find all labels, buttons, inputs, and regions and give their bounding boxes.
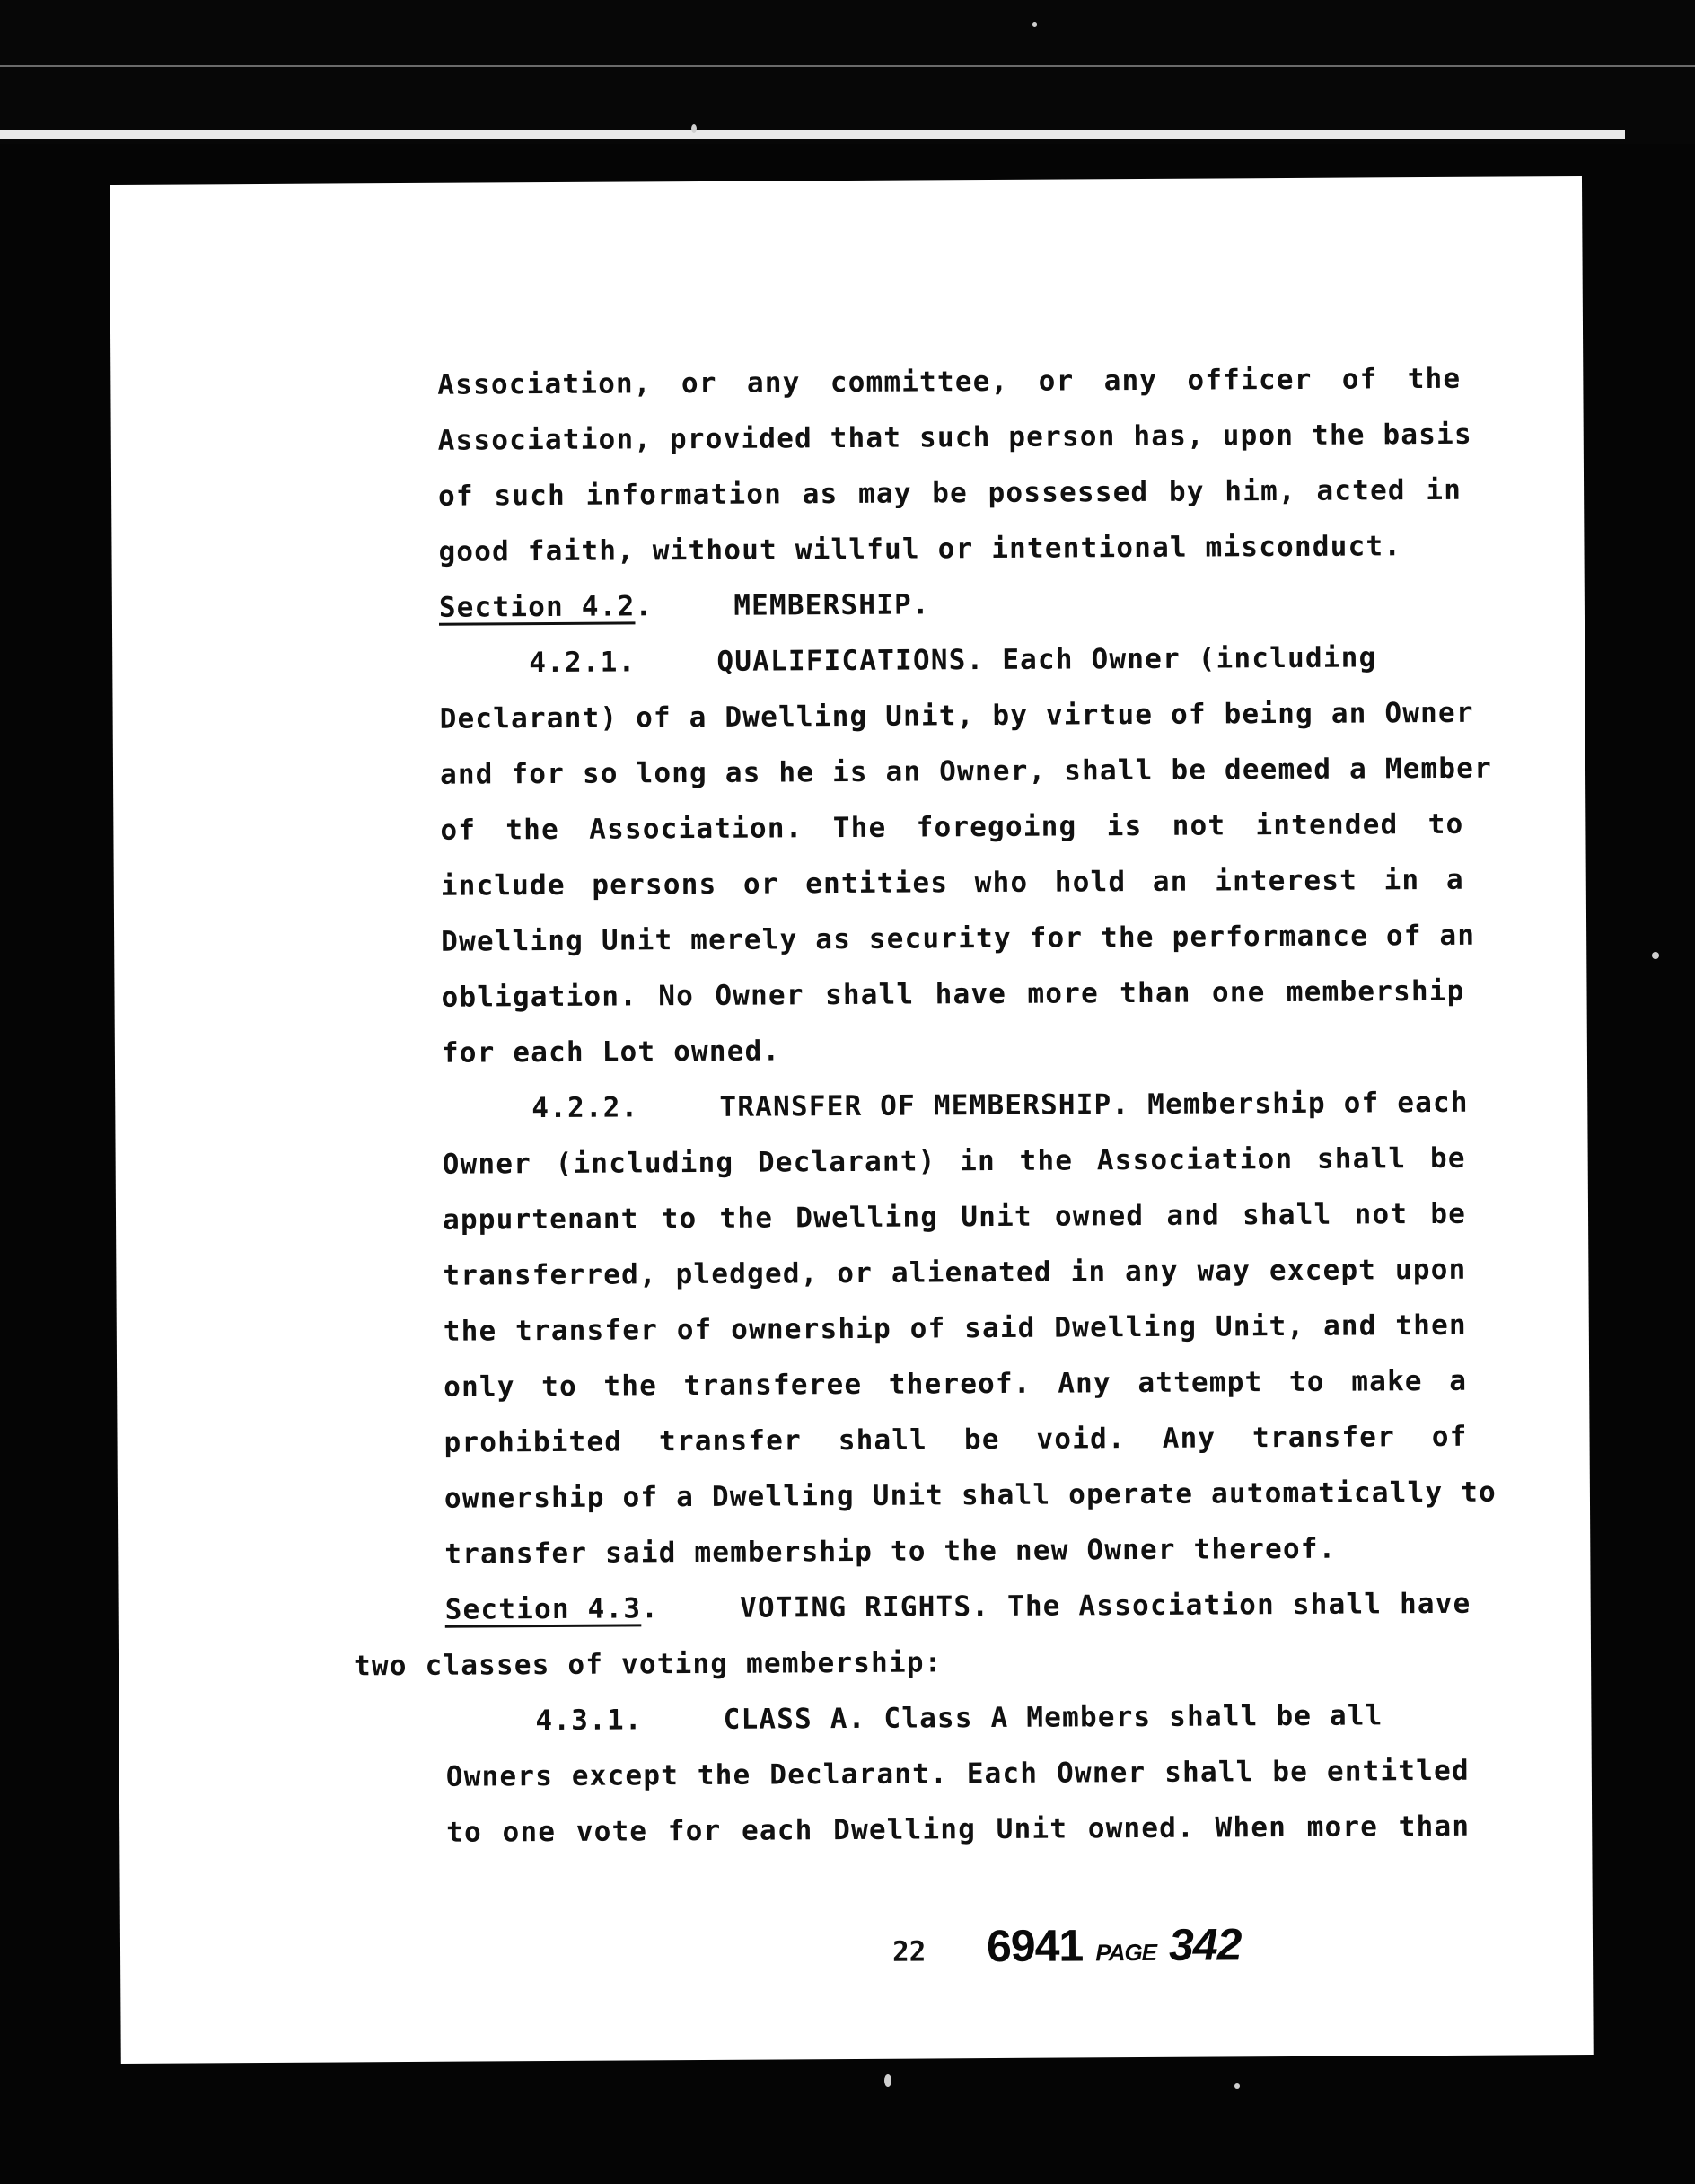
scan-top-border	[0, 0, 1695, 144]
scan-artifact-line	[0, 130, 1625, 139]
text-line: the transfer of ownership of said Dwelling Unit, and then	[443, 1308, 1467, 1348]
subsection-number: 4.2.2.	[531, 1091, 639, 1125]
text-line: to one vote for each Dwelling Unit owned. When more than	[446, 1810, 1471, 1849]
body-text	[110, 176, 1594, 2064]
section-text: VOTING RIGHTS. The Association shall have	[739, 1587, 1471, 1625]
scan-speck	[1032, 22, 1037, 27]
scan-speck	[1234, 2083, 1240, 2089]
document-page	[110, 176, 1594, 2064]
stamp-page-number: 342	[1168, 1919, 1242, 1970]
text-line: only to the transferee thereof. Any attempt to make a	[444, 1364, 1468, 1404]
scan-speck	[884, 2074, 891, 2087]
text-line: transfer said membership to the new Owner thereof.	[444, 1532, 1337, 1571]
text-line: prohibited transfer shall be void. Any transfer of	[444, 1420, 1468, 1459]
subsection-number: 4.3.1.	[535, 1704, 643, 1738]
text-line: obligation. No Owner shall have more than one membership	[441, 974, 1465, 1014]
subsection-number: 4.2.1.	[529, 646, 637, 680]
text-line: for each Lot owned.	[441, 1035, 781, 1070]
text-line: of the Association. The foregoing is not intended to	[440, 807, 1464, 847]
text-line: Association, provided that such person has, upon the basis	[437, 418, 1472, 457]
scan-speck	[691, 124, 697, 133]
subsection-text: CLASS A. Class A Members shall be all	[723, 1699, 1383, 1736]
text-line: of such information as may be possessed by him, acted in	[438, 473, 1462, 513]
page-label: PAGE	[1095, 1938, 1157, 1967]
text-line: good faith, without willful or intentional misconduct.	[438, 530, 1402, 568]
text-line: include persons or entities who hold an interest in a	[440, 863, 1464, 903]
subsection-heading-4-2-1	[439, 630, 1462, 691]
text-line: appurtenant to the Dwelling Unit owned and shall not be	[442, 1197, 1467, 1237]
page-number: 22	[891, 1935, 927, 1968]
scan-artifact-line	[0, 65, 1695, 67]
section-heading-4-3: Section 4.3. VOTING RIGHTS. The Association shall have	[444, 1587, 1471, 1626]
section-title: MEMBERSHIP.	[733, 588, 930, 622]
subsection-text: QUALIFICATIONS. Each Owner (including	[716, 641, 1377, 678]
text-line: and for so long as he is an Owner, shall be deemed a Member	[439, 752, 1493, 791]
section-label: Section 4.2	[438, 590, 636, 624]
text-line: Dwelling Unit merely as security for the performance of an	[441, 919, 1476, 958]
text-line: Owner (including Declarant) in the Association shall be	[442, 1141, 1466, 1181]
book-page-stamp	[987, 1918, 1242, 1972]
text-line: two classes of voting membership:	[353, 1646, 943, 1683]
text-line: ownership of a Dwelling Unit shall operate automatically to	[444, 1475, 1497, 1515]
subsection-heading-4-2-2	[442, 1076, 1469, 1136]
text-line: Owners except the Declarant. Each Owner shall be entitled	[445, 1754, 1470, 1793]
text-line: transferred, pledged, or alienated in any way except upon	[443, 1253, 1467, 1292]
scan-speck	[1652, 952, 1659, 959]
section-heading-4-2: Section 4.2. MEMBERSHIP.	[438, 588, 930, 624]
text-line: Declarant) of a Dwelling Unit, by virtue of being an Owner	[439, 696, 1474, 735]
subsection-text: TRANSFER OF MEMBERSHIP. Membership of each	[719, 1086, 1469, 1123]
section-label: Section 4.3	[444, 1592, 642, 1626]
text-line: Association, or any committee, or any officer of the	[437, 362, 1462, 401]
book-number: 6941	[986, 1920, 1084, 1972]
subsection-heading-4-3-1	[445, 1688, 1469, 1748]
